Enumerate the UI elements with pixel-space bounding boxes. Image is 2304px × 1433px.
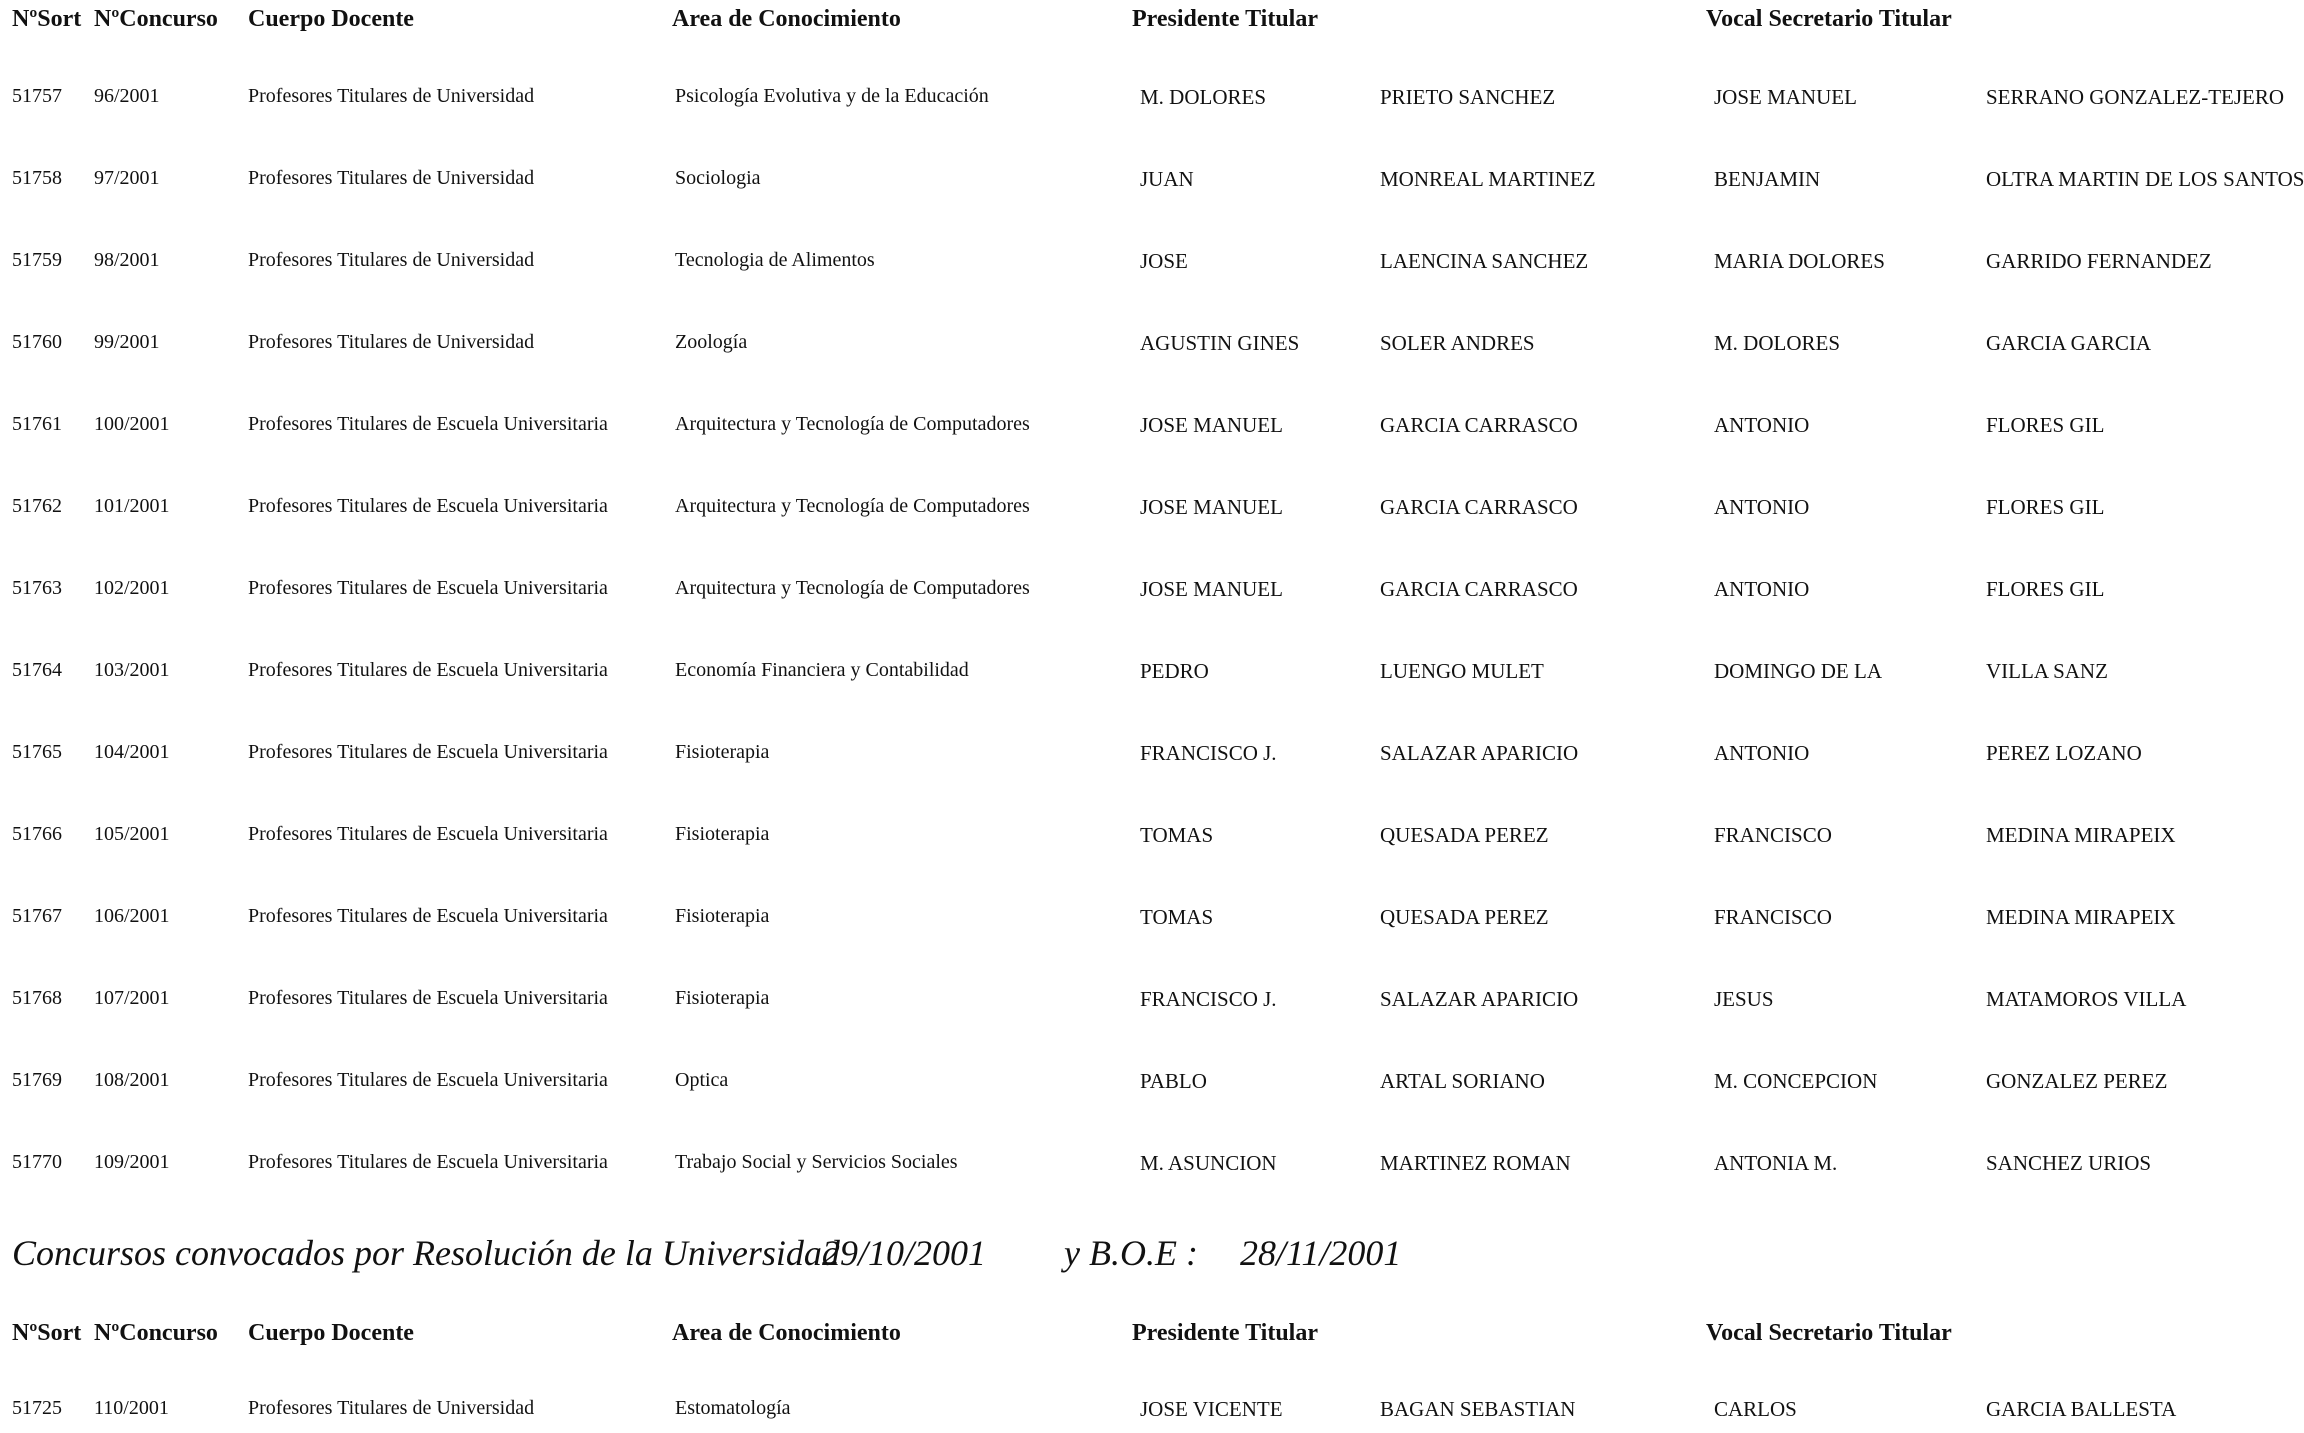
- cell-sort: 51770: [12, 1151, 62, 1173]
- cell-presidente-nombre: TOMAS: [1140, 823, 1214, 847]
- table-row: [0, 823, 2304, 859]
- cell-vocal-nombre: JESUS: [1714, 987, 1774, 1011]
- cell-vocal-nombre: ANTONIO: [1714, 413, 1810, 437]
- cell-area: Fisioterapia: [675, 741, 770, 763]
- cell-vocal-apellidos: VILLA SANZ: [1986, 659, 2108, 683]
- cell-concurso: 105/2001: [94, 823, 170, 845]
- cell-presidente-nombre: JOSE: [1140, 249, 1188, 273]
- cell-presidente-apellidos: LAENCINA SANCHEZ: [1380, 249, 1589, 273]
- section-label: Concursos convocados por Resolución de la Universidad: [12, 1233, 840, 1273]
- cell-presidente-apellidos: SALAZAR APARICIO: [1380, 741, 1579, 765]
- cell-sort: 51763: [12, 577, 62, 599]
- cell-vocal-apellidos: MEDINA MIRAPEIX: [1986, 905, 2176, 929]
- cell-concurso: 107/2001: [94, 987, 170, 1009]
- cell-presidente-apellidos: SALAZAR APARICIO: [1380, 987, 1579, 1011]
- cell-presidente-nombre: JOSE VICENTE: [1140, 1397, 1283, 1421]
- cell-cuerpo: Profesores Titulares de Escuela Universitaria: [248, 987, 608, 1009]
- cell-sort: 51769: [12, 1069, 62, 1091]
- cell-concurso: 109/2001: [94, 1151, 170, 1173]
- cell-presidente-nombre: PEDRO: [1140, 659, 1209, 683]
- cell-presidente-apellidos: BAGAN SEBASTIAN: [1380, 1397, 1576, 1421]
- cell-vocal-nombre: JOSE MANUEL: [1714, 85, 1857, 109]
- cell-area: Psicología Evolutiva y de la Educación: [675, 85, 989, 107]
- cell-concurso: 100/2001: [94, 413, 170, 435]
- table-row: [0, 741, 2304, 777]
- cell-cuerpo: Profesores Titulares de Universidad: [248, 85, 535, 107]
- table-row: [0, 495, 2304, 531]
- cell-cuerpo: Profesores Titulares de Escuela Universitaria: [248, 823, 608, 845]
- cell-sort: 51766: [12, 823, 62, 845]
- table-header: [0, 6, 2304, 46]
- cell-concurso: 97/2001: [94, 167, 160, 189]
- cell-vocal-apellidos: GARRIDO FERNANDEZ: [1986, 249, 2212, 273]
- cell-presidente-apellidos: LUENGO MULET: [1380, 659, 1544, 683]
- cell-presidente-apellidos: ARTAL SORIANO: [1380, 1069, 1545, 1093]
- cell-vocal-apellidos: PEREZ LOZANO: [1986, 741, 2142, 765]
- cell-area: Sociologia: [675, 167, 761, 189]
- cell-presidente-apellidos: GARCIA CARRASCO: [1380, 577, 1578, 601]
- section-date-boe: 28/11/2001: [1240, 1233, 1402, 1273]
- cell-vocal-nombre: ANTONIO: [1714, 495, 1810, 519]
- cell-vocal-nombre: ANTONIO: [1714, 741, 1810, 765]
- header-cuerpo-docente: Cuerpo Docente: [248, 6, 414, 32]
- cell-concurso: 110/2001: [94, 1397, 169, 1419]
- table-row: [0, 331, 2304, 367]
- cell-sort: 51760: [12, 331, 62, 353]
- cell-presidente-apellidos: SOLER ANDRES: [1380, 331, 1535, 355]
- cell-vocal-apellidos: SERRANO GONZALEZ-TEJERO: [1986, 85, 2285, 109]
- cell-vocal-apellidos: FLORES GIL: [1986, 413, 2105, 437]
- cell-presidente-apellidos: PRIETO SANCHEZ: [1380, 85, 1556, 109]
- cell-area: Zoología: [675, 331, 748, 353]
- cell-presidente-nombre: M. ASUNCION: [1140, 1151, 1277, 1175]
- cell-vocal-nombre: CARLOS: [1714, 1397, 1797, 1421]
- cell-concurso: 102/2001: [94, 577, 170, 599]
- cell-area: Arquitectura y Tecnología de Computadores: [675, 577, 1030, 599]
- cell-presidente-apellidos: QUESADA PEREZ: [1380, 823, 1549, 847]
- cell-presidente-nombre: AGUSTIN GINES: [1140, 331, 1300, 355]
- table-row: [0, 413, 2304, 449]
- cell-vocal-nombre: DOMINGO DE LA: [1714, 659, 1882, 683]
- cell-concurso: 96/2001: [94, 85, 160, 107]
- cell-concurso: 104/2001: [94, 741, 170, 763]
- cell-sort: 51725: [12, 1397, 62, 1419]
- header-sort: NºSort: [12, 6, 82, 32]
- cell-cuerpo: Profesores Titulares de Escuela Universitaria: [248, 495, 608, 517]
- cell-cuerpo: Profesores Titulares de Escuela Universitaria: [248, 905, 608, 927]
- cell-concurso: 101/2001: [94, 495, 170, 517]
- cell-vocal-nombre: M. CONCEPCION: [1714, 1069, 1878, 1093]
- cell-presidente-nombre: M. DOLORES: [1140, 85, 1267, 109]
- table-row: [0, 167, 2304, 203]
- header-cuerpo-docente: Cuerpo Docente: [248, 1320, 414, 1346]
- cell-cuerpo: Profesores Titulares de Escuela Universitaria: [248, 659, 608, 681]
- section-title: [0, 1232, 2304, 1280]
- cell-area: Estomatología: [675, 1397, 791, 1419]
- cell-sort: 51768: [12, 987, 62, 1009]
- table-row: [0, 905, 2304, 941]
- header-presidente-titular: Presidente Titular: [1132, 6, 1318, 32]
- cell-vocal-apellidos: GARCIA GARCIA: [1986, 331, 2152, 355]
- cell-presidente-apellidos: QUESADA PEREZ: [1380, 905, 1549, 929]
- table-row: [0, 659, 2304, 695]
- cell-presidente-nombre: FRANCISCO J.: [1140, 741, 1277, 765]
- cell-cuerpo: Profesores Titulares de Escuela Universitaria: [248, 413, 608, 435]
- cell-cuerpo: Profesores Titulares de Escuela Universitaria: [248, 577, 608, 599]
- cell-sort: 51759: [12, 249, 62, 271]
- cell-cuerpo: Profesores Titulares de Escuela Universitaria: [248, 741, 608, 763]
- header-concurso: NºConcurso: [94, 6, 218, 32]
- cell-sort: 51767: [12, 905, 62, 927]
- cell-vocal-apellidos: OLTRA MARTIN DE LOS SANTOS: [1986, 167, 2304, 191]
- table-row: [0, 1069, 2304, 1105]
- cell-presidente-apellidos: MONREAL MARTINEZ: [1380, 167, 1596, 191]
- section-date-resolucion: 29/10/2001: [822, 1233, 987, 1273]
- cell-vocal-apellidos: FLORES GIL: [1986, 577, 2105, 601]
- cell-presidente-nombre: JOSE MANUEL: [1140, 577, 1283, 601]
- cell-concurso: 98/2001: [94, 249, 160, 271]
- header-presidente-titular: Presidente Titular: [1132, 1320, 1318, 1346]
- cell-presidente-nombre: JOSE MANUEL: [1140, 413, 1283, 437]
- header-vocal-secretario-titular: Vocal Secretario Titular: [1706, 1320, 1952, 1346]
- cell-presidente-nombre: JUAN: [1140, 167, 1194, 191]
- cell-vocal-nombre: FRANCISCO: [1714, 905, 1832, 929]
- cell-cuerpo: Profesores Titulares de Escuela Universitaria: [248, 1069, 608, 1091]
- cell-vocal-apellidos: MATAMOROS VILLA: [1986, 987, 2187, 1011]
- cell-cuerpo: Profesores Titulares de Universidad: [248, 331, 535, 353]
- section-boe-label: y B.O.E :: [1064, 1233, 1198, 1273]
- cell-vocal-apellidos: GARCIA BALLESTA: [1986, 1397, 2177, 1421]
- cell-cuerpo: Profesores Titulares de Escuela Universitaria: [248, 1151, 608, 1173]
- cell-presidente-nombre: JOSE MANUEL: [1140, 495, 1283, 519]
- cell-cuerpo: Profesores Titulares de Universidad: [248, 167, 535, 189]
- cell-presidente-nombre: PABLO: [1140, 1069, 1207, 1093]
- header-concurso: NºConcurso: [94, 1320, 218, 1346]
- header-vocal-secretario-titular: Vocal Secretario Titular: [1706, 6, 1952, 32]
- cell-area: Arquitectura y Tecnología de Computadores: [675, 413, 1030, 435]
- cell-sort: 51757: [12, 85, 62, 107]
- cell-cuerpo: Profesores Titulares de Universidad: [248, 249, 535, 271]
- cell-vocal-nombre: BENJAMIN: [1714, 167, 1821, 191]
- cell-sort: 51764: [12, 659, 62, 681]
- cell-vocal-nombre: ANTONIA M.: [1714, 1151, 1838, 1175]
- table-row: [0, 85, 2304, 121]
- table-row: [0, 1151, 2304, 1187]
- table-row: [0, 987, 2304, 1023]
- cell-area: Fisioterapia: [675, 987, 770, 1009]
- table-row: [0, 249, 2304, 285]
- cell-area: Tecnologia de Alimentos: [675, 249, 875, 271]
- cell-area: Economía Financiera y Contabilidad: [675, 659, 969, 681]
- cell-area: Arquitectura y Tecnología de Computadores: [675, 495, 1030, 517]
- table-row: [0, 577, 2304, 613]
- cell-concurso: 108/2001: [94, 1069, 170, 1091]
- cell-area: Fisioterapia: [675, 823, 770, 845]
- cell-vocal-apellidos: SANCHEZ URIOS: [1986, 1151, 2152, 1175]
- header-area-conocimiento: Area de Conocimiento: [672, 1320, 901, 1346]
- cell-concurso: 106/2001: [94, 905, 170, 927]
- cell-concurso: 99/2001: [94, 331, 160, 353]
- cell-presidente-apellidos: GARCIA CARRASCO: [1380, 495, 1578, 519]
- cell-area: Optica: [675, 1069, 729, 1091]
- cell-vocal-nombre: FRANCISCO: [1714, 823, 1832, 847]
- cell-vocal-apellidos: GONZALEZ PEREZ: [1986, 1069, 2168, 1093]
- cell-vocal-apellidos: MEDINA MIRAPEIX: [1986, 823, 2176, 847]
- cell-cuerpo: Profesores Titulares de Universidad: [248, 1397, 535, 1419]
- cell-sort: 51765: [12, 741, 62, 763]
- cell-sort: 51761: [12, 413, 62, 435]
- cell-vocal-nombre: MARIA DOLORES: [1714, 249, 1885, 273]
- cell-presidente-nombre: FRANCISCO J.: [1140, 987, 1277, 1011]
- cell-presidente-apellidos: GARCIA CARRASCO: [1380, 413, 1578, 437]
- header-area-conocimiento: Area de Conocimiento: [672, 6, 901, 32]
- cell-area: Fisioterapia: [675, 905, 770, 927]
- cell-sort: 51758: [12, 167, 62, 189]
- cell-vocal-nombre: M. DOLORES: [1714, 331, 1841, 355]
- cell-vocal-apellidos: FLORES GIL: [1986, 495, 2105, 519]
- cell-area: Trabajo Social y Servicios Sociales: [675, 1151, 958, 1173]
- cell-vocal-nombre: ANTONIO: [1714, 577, 1810, 601]
- table-header: [0, 1320, 2304, 1360]
- header-sort: NºSort: [12, 1320, 82, 1346]
- cell-sort: 51762: [12, 495, 62, 517]
- cell-concurso: 103/2001: [94, 659, 170, 681]
- cell-presidente-nombre: TOMAS: [1140, 905, 1214, 929]
- cell-presidente-apellidos: MARTINEZ ROMAN: [1380, 1151, 1571, 1175]
